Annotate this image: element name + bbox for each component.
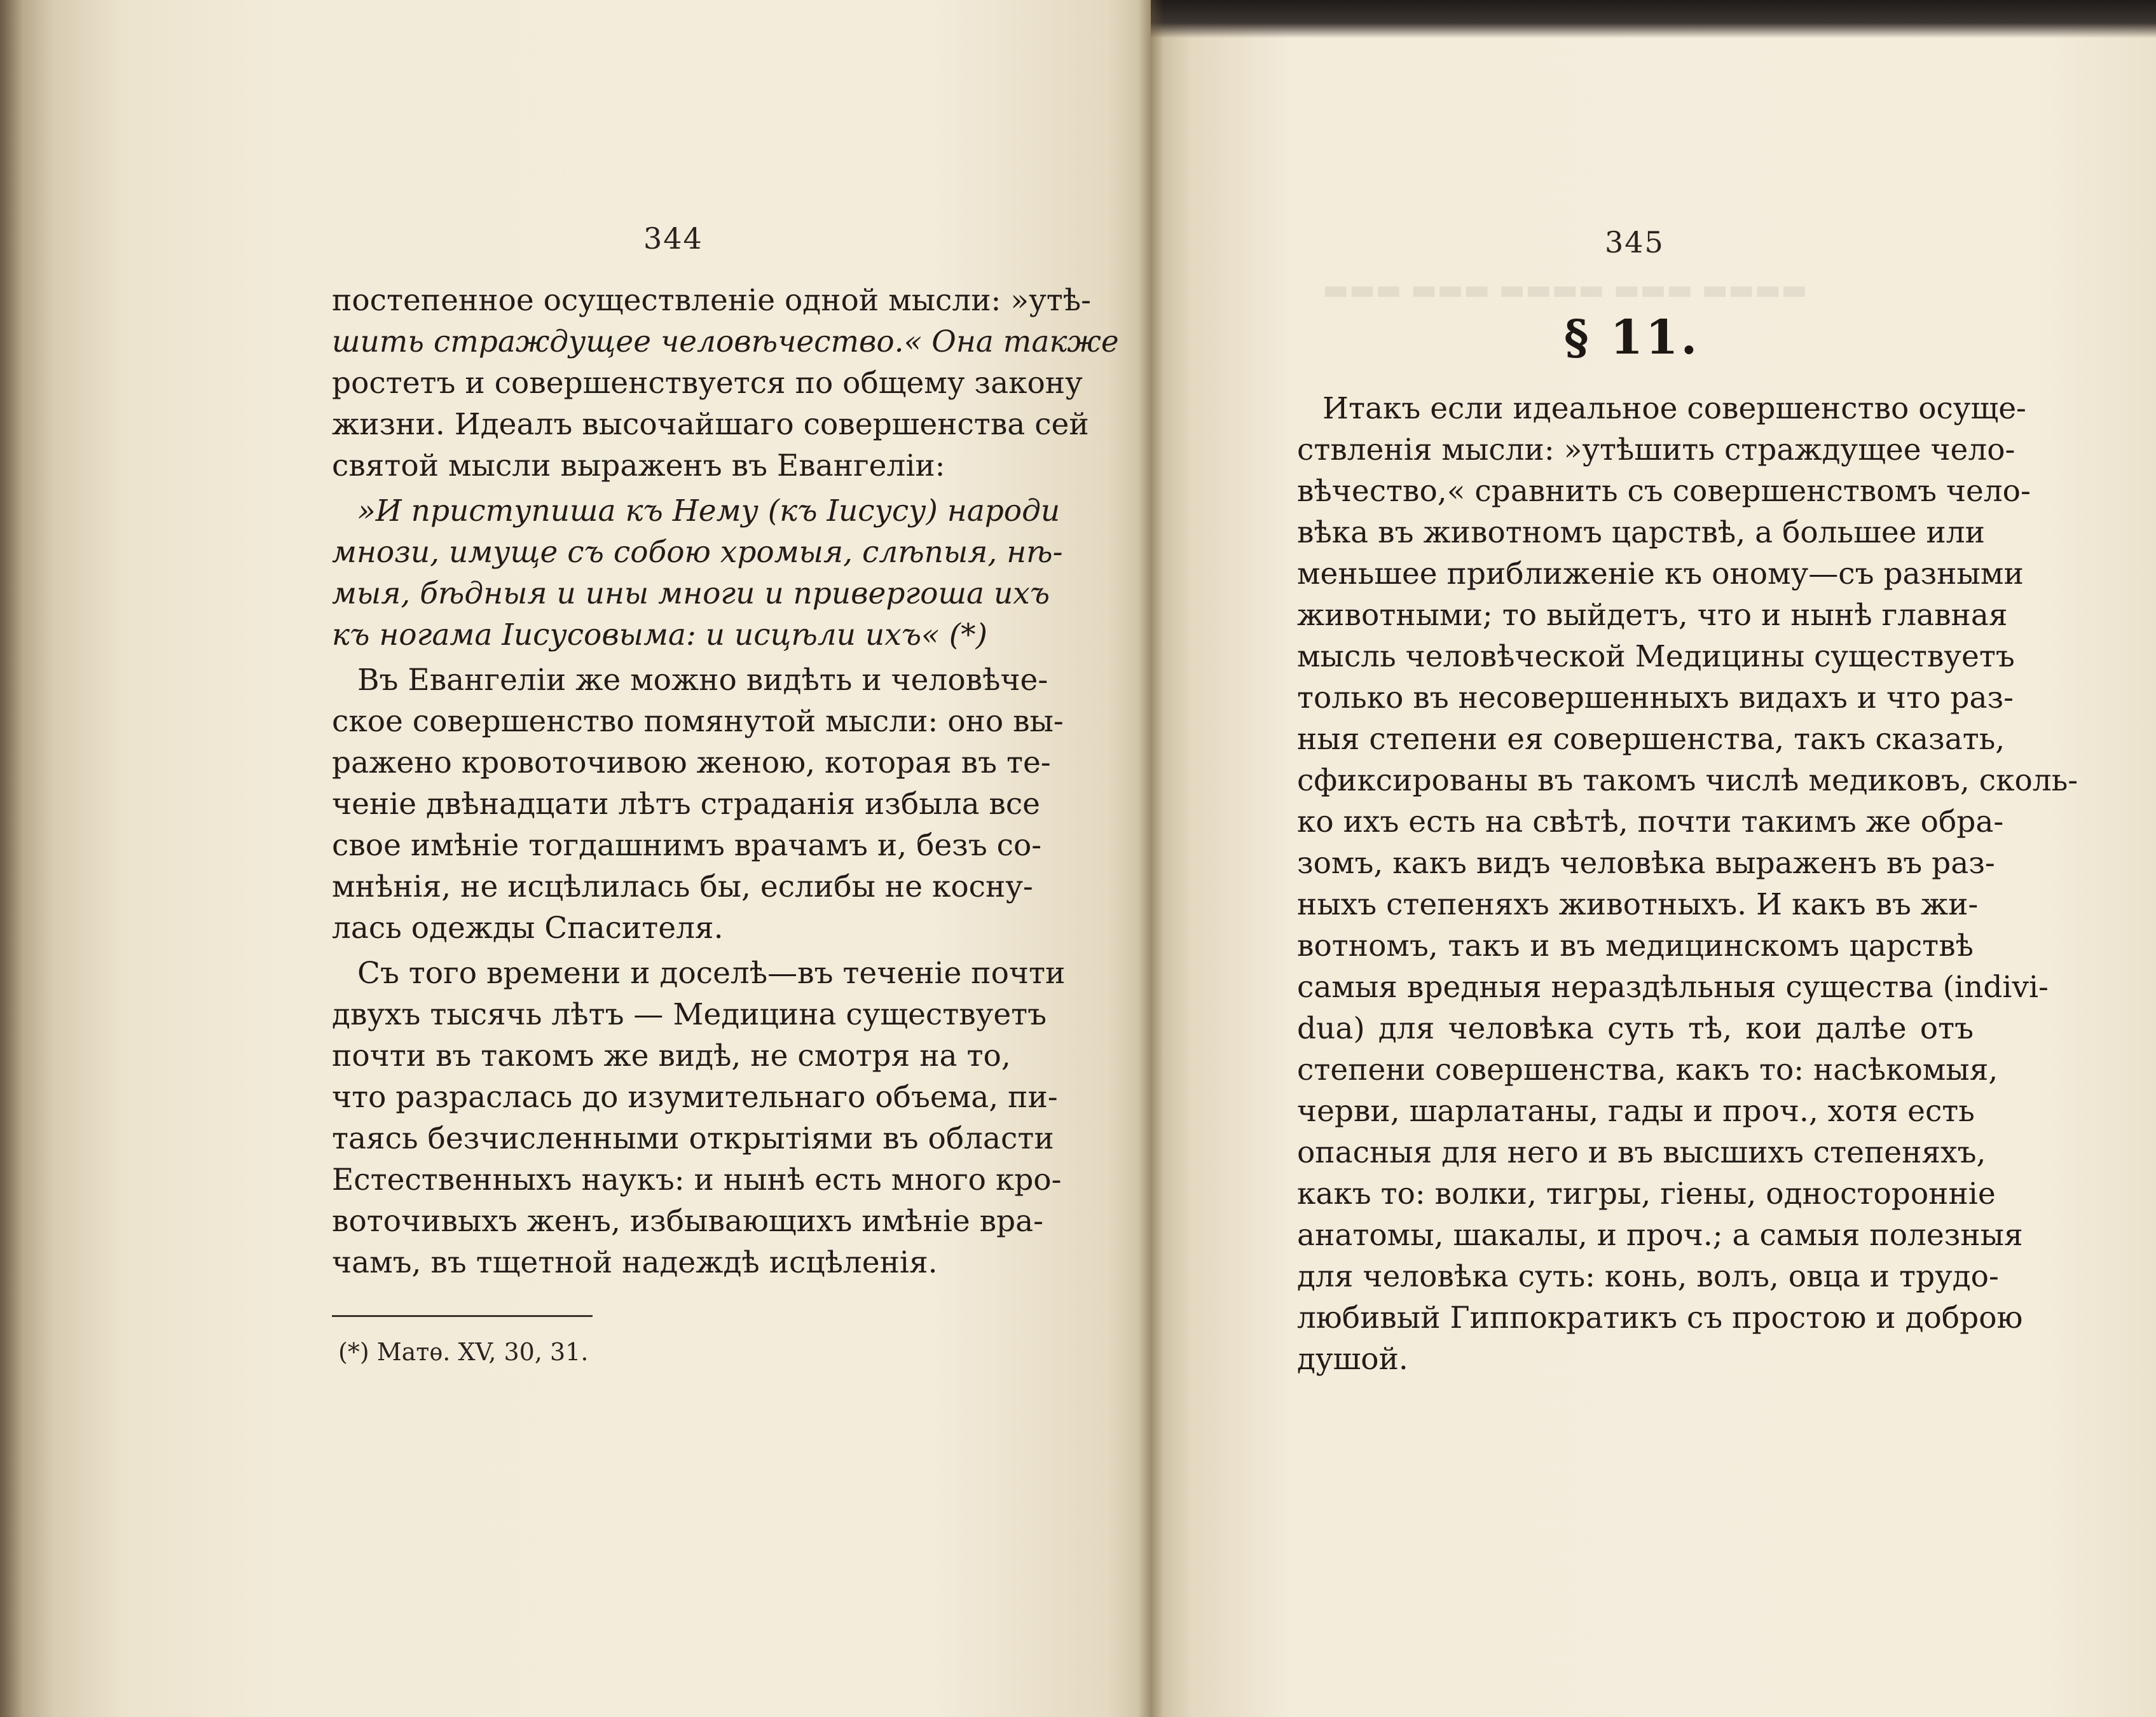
text-line: ростетъ и совершенствуется по общему закону	[332, 366, 1083, 401]
text-line: ныхъ степеняхъ животныхъ. И какъ въ жи-	[1297, 887, 1979, 922]
text-line: постепенное осуществленіе одной мысли: »утѣ-	[332, 283, 1091, 318]
text-line: святой мысли выраженъ въ Евангеліи:	[332, 448, 945, 483]
scripture-quote-line: мнози, имуще съ собою хромыя, слѣпыя, нѣ-	[332, 535, 1063, 570]
text-line: Естественныхъ наукъ: и нынѣ есть много кро-	[332, 1162, 1062, 1197]
section-heading: § 11.	[1564, 310, 1700, 365]
show-through: ▬▬▬ ▬▬▬ ▬▬▬▬ ▬▬▬ ▬▬▬▬	[1322, 273, 1808, 306]
text-line: вѣчество,« сравнить съ совершенствомъ чело-	[1297, 474, 2031, 509]
text-line: Итакъ если идеальное совершенство осуще-	[1322, 391, 2026, 426]
text-line: ское совершенство помянутой мысли: оно вы-	[332, 704, 1064, 739]
text-line: лась одежды Спасителя.	[332, 911, 724, 946]
text-line: ражено кровоточивою женою, которая въ те-	[332, 745, 1051, 780]
text-line: черви, шарлатаны, гады и проч., хотя есть	[1297, 1094, 1975, 1129]
text-line: ствленія мысли: »утѣшить страждущее чело-	[1297, 432, 2015, 467]
text-line: почти въ такомъ же видѣ, не смотря на то,	[332, 1038, 1011, 1073]
text-line: самыя вредныя нераздѣльныя существа (indivi-	[1297, 970, 2049, 1005]
text-line: свое имѣніе тогдашнимъ врачамъ и, безъ со-	[332, 828, 1042, 863]
text-line: какъ то: волки, тигры, гіены, односторонніе	[1297, 1176, 1996, 1211]
book-gutter	[1138, 0, 1164, 1717]
text-line: жизни. Идеалъ высочайшаго совершенства сей	[332, 407, 1089, 442]
text-line: таясь безчисленными открытіями въ области	[332, 1121, 1054, 1156]
text-line: сфиксированы въ такомъ числѣ медиковъ, сколь-	[1297, 763, 2078, 798]
text-line: Съ того времени и доселѣ—въ теченіе почти	[357, 956, 1066, 991]
text-line: двухъ тысячь лѣтъ — Медицина существуетъ	[332, 997, 1047, 1032]
text-line: зомъ, какъ видъ человѣка выраженъ въ раз-	[1297, 846, 1995, 881]
text-line: dua) для человѣка суть тѣ, кои далѣе отъ	[1297, 1011, 1974, 1046]
text-line: опасныя для него и въ высшихъ степеняхъ,	[1297, 1135, 1986, 1170]
left-page-text	[332, 280, 1119, 1283]
text-line: меньшее приближеніе къ оному—съ разными	[1297, 556, 2024, 591]
text-line: ныя степени ея совершенства, такъ сказать,	[1297, 722, 2005, 757]
text-line: вѣка въ животномъ царствѣ, а большее или	[1297, 515, 1985, 550]
text-line: любивый Гиппократикъ съ простою и доброю	[1297, 1300, 2023, 1335]
text-line: душой.	[1297, 1342, 1408, 1377]
footnote-rule	[332, 1315, 593, 1317]
text-line: ченіе двѣнадцати лѣтъ страданія избыла все	[332, 787, 1041, 822]
text-line: мысль человѣческой Медицины существуетъ	[1297, 639, 2015, 674]
text-line: степени совершенства, какъ то: насѣкомыя,	[1297, 1052, 1998, 1087]
text-line: чамъ, въ тщетной надеждѣ исцѣленія.	[332, 1245, 938, 1280]
scripture-quote-line: къ ногама Іисусовымa: и исцѣли ихъ« (*)	[332, 617, 987, 652]
text-line: ко ихъ есть на свѣтѣ, почти такимъ же обра-	[1297, 804, 2004, 839]
right-page-text	[1297, 388, 2078, 1380]
text-line: вотномъ, такъ и въ медицинскомъ царствѣ	[1297, 928, 1974, 963]
scan-top-shadow	[1151, 0, 2156, 38]
text-line: воточивыхъ женъ, избывающихъ имѣніе вра-	[332, 1204, 1044, 1239]
text-line: что разраслась до изумительнаго объема, пи-	[332, 1080, 1058, 1115]
text-line: шить страждущее человѣчество.« Она также	[332, 324, 1119, 359]
text-line: Въ Евангеліи же можно видѣть и человѣче-	[357, 663, 1048, 698]
footnote: (*) Матѳ. XV, 30, 31.	[338, 1338, 589, 1366]
text-line: для человѣка суть: конь, волъ, овца и трудо-	[1297, 1259, 1999, 1294]
page-number-right: 345	[1605, 225, 1665, 259]
text-line: только въ несовершенныхъ видахъ и что раз-	[1297, 680, 2014, 715]
text-line: анатомы, шакалы, и проч.; а самыя полезныя	[1297, 1218, 2023, 1253]
text-line: животными; то выйдетъ, что и нынѣ главная	[1297, 598, 2008, 633]
scripture-quote-line: мыя, бѣдныя и ины многи и привергоша ихъ	[332, 576, 1050, 611]
scripture-quote-line: »И приступиша къ Нему (къ Іисусу) народи	[357, 493, 1061, 528]
text-line: мнѣнія, не исцѣлилась бы, еслибы не косну-	[332, 869, 1033, 904]
page-number-left: 344	[643, 221, 703, 256]
